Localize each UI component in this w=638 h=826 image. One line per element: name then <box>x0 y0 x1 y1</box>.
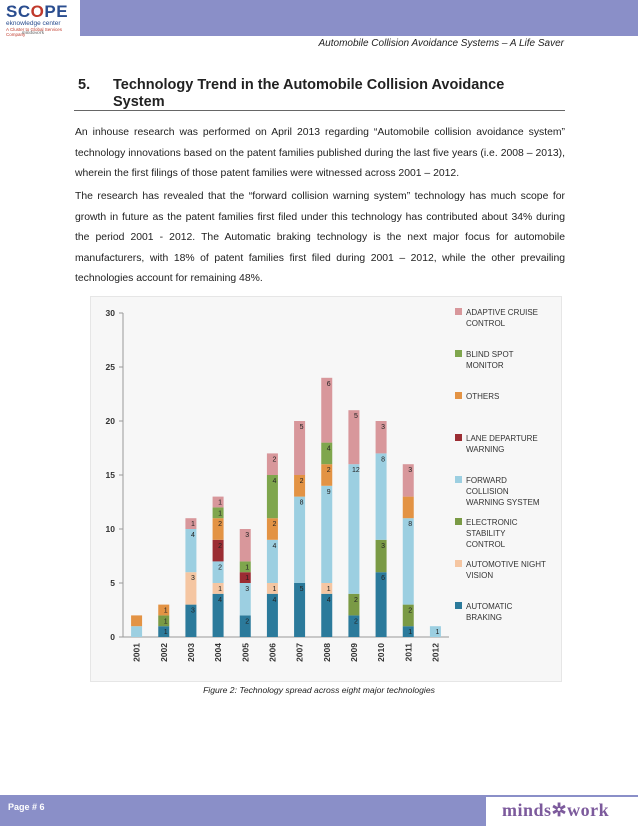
legend-label-electronic-stability-control: ELECTRONIC STABILITY CONTROL <box>466 518 518 549</box>
y-tick-label: 0 <box>110 632 115 642</box>
legend-label-adaptive-cruise-control: ADAPTIVE CRUISE CONTROL <box>466 308 539 328</box>
segment-value-label: 8 <box>381 456 386 464</box>
section-divider <box>74 110 565 111</box>
mindswork-logo-text: minds✲work <box>502 800 610 820</box>
technology-stacked-bar-chart <box>90 296 562 682</box>
x-tick-label: 2003 <box>185 643 196 662</box>
segment-value-label: 3 <box>245 532 250 539</box>
segment-value-label: 4 <box>326 596 331 604</box>
segment-value-label: 3 <box>408 467 413 475</box>
bar-segment-forward-collision-warning-system <box>294 497 305 583</box>
segment-value-label: 3 <box>190 575 195 583</box>
segment-value-label: 2 <box>245 618 250 626</box>
segment-value-label: 3 <box>381 424 386 431</box>
legend-swatch-electronic-stability-control <box>455 518 462 525</box>
segment-value-label: 4 <box>272 478 277 485</box>
segment-value-label: 1 <box>435 629 440 637</box>
x-tick-label: 2011 <box>403 643 414 662</box>
segment-value-label: 2 <box>218 564 223 572</box>
x-tick-label: 2007 <box>294 643 305 662</box>
segment-value-label: 4 <box>218 596 223 604</box>
page-number: Page # 6 <box>8 802 45 812</box>
legend-swatch-automotive-night-vision <box>455 560 462 567</box>
segment-value-label: 1 <box>272 586 277 593</box>
section-title: Technology Trend in the Automobile Collision Avoidance System <box>113 77 505 110</box>
mindswork-logo <box>486 797 638 826</box>
segment-value-label: 2 <box>272 521 277 529</box>
segment-value-label: 1 <box>218 510 223 518</box>
legend-label-lane-departure-warning: LANE DEPARTURE WARNING <box>466 434 538 454</box>
y-tick-label: 20 <box>105 416 115 426</box>
segment-value-label: 1 <box>245 564 250 572</box>
y-tick-label: 10 <box>105 524 115 534</box>
figure-caption: Figure 2: Technology spread across eight major technologies <box>203 685 435 695</box>
scope-logo <box>0 0 80 38</box>
segment-value-label: 1 <box>245 575 250 583</box>
segment-value-label: 3 <box>190 607 195 615</box>
x-tick-label: 2008 <box>321 643 332 662</box>
y-tick-label: 30 <box>105 308 115 318</box>
legend-swatch-automatic-braking <box>455 602 462 609</box>
legend-label-forward-collision-warning-system: FORWARD COLLISION WARNING SYSTEM <box>466 476 540 507</box>
bar-segment-forward-collision-warning-system <box>376 453 387 539</box>
segment-value-label: 4 <box>326 445 331 453</box>
segment-value-label: 8 <box>408 521 413 529</box>
legend-swatch-forward-collision-warning-system <box>455 476 462 483</box>
y-tick-label: 15 <box>105 470 115 480</box>
segment-value-label: 2 <box>353 618 358 626</box>
segment-value-label: 8 <box>299 499 304 507</box>
segment-value-label: 1 <box>326 586 331 593</box>
segment-value-label: 2 <box>299 478 304 485</box>
bar-segment-forward-collision-warning-system <box>348 464 359 594</box>
segment-value-label: 1 <box>163 607 168 615</box>
segment-value-label: 12 <box>352 467 360 475</box>
segment-value-label: 1 <box>163 629 168 637</box>
segment-value-label: 3 <box>245 586 250 593</box>
segment-value-label: 1 <box>408 629 413 637</box>
segment-value-label: 1 <box>218 586 223 593</box>
legend-swatch-lane-departure-warning <box>455 434 462 441</box>
legend-label-blind-spot-monitor: BLIND SPOT MONITOR <box>466 350 514 370</box>
bar-segment-others <box>403 497 414 519</box>
segment-value-label: 6 <box>326 380 331 388</box>
segment-value-label: 1 <box>218 499 223 507</box>
y-tick-label: 5 <box>110 578 115 588</box>
segment-value-label: 5 <box>353 413 358 421</box>
segment-value-label: 2 <box>408 607 413 615</box>
legend-swatch-others <box>455 392 462 399</box>
bar-segment-others <box>131 615 142 626</box>
logo-subtagline: A Cluster to Global Services Company <box>6 27 63 37</box>
bar-segment-forward-collision-warning-system <box>131 626 142 637</box>
segment-value-label: 3 <box>381 542 386 550</box>
segment-value-label: 9 <box>326 488 331 496</box>
legend-label-automatic-braking: AUTOMATIC BRAKING <box>466 602 513 622</box>
header-band <box>0 0 638 36</box>
x-tick-label: 2004 <box>213 643 224 662</box>
segment-value-label: 5 <box>299 424 304 431</box>
segment-value-label: 2 <box>218 542 223 550</box>
segment-value-label: 6 <box>381 575 386 583</box>
chart-svg <box>91 297 561 681</box>
x-tick-label: 2010 <box>376 643 387 662</box>
segment-value-label: 2 <box>353 596 358 604</box>
section-number: 5. <box>78 77 91 93</box>
x-tick-label: 2012 <box>430 643 441 662</box>
x-tick-label: 2002 <box>158 643 169 662</box>
logo-tagline: eknowledge center <box>6 20 61 27</box>
segment-value-label: 2 <box>272 456 277 464</box>
legend-swatch-adaptive-cruise-control <box>455 308 462 315</box>
document-title: Automobile Collision Avoidance Systems – A Life Saver <box>318 38 564 49</box>
x-tick-label: 2006 <box>267 643 278 662</box>
bar-segment-forward-collision-warning-system <box>321 486 332 583</box>
segment-value-label: 1 <box>190 521 195 529</box>
segment-value-label: 5 <box>299 586 304 593</box>
bar-segment-forward-collision-warning-system <box>403 518 414 604</box>
logo-mindsork: mindswork <box>22 31 44 36</box>
x-tick-label: 2005 <box>240 643 251 662</box>
segment-value-label: 4 <box>190 532 195 539</box>
segment-value-label: 1 <box>163 618 168 626</box>
y-tick-label: 25 <box>105 362 115 372</box>
legend-label-others: OTHERS <box>466 392 500 401</box>
segment-value-label: 4 <box>272 542 277 550</box>
paragraph-research-intro: An inhouse research was performed on April 2013 regarding “Automobile collision avoidance system” technology innovations based on the patent families published during the last five years (i.e. 2008 – 2013), wherein the first filings of those patent families were witnessed across 2001 – 2012. <box>75 127 565 179</box>
legend-swatch-blind-spot-monitor <box>455 350 462 357</box>
segment-value-label: 2 <box>218 521 223 529</box>
x-tick-label: 2009 <box>348 643 359 662</box>
logo-brand: SCOPE <box>6 2 69 21</box>
segment-value-label: 4 <box>272 596 277 604</box>
x-tick-label: 2001 <box>131 643 142 662</box>
legend-label-automotive-night-vision: AUTOMOTIVE NIGHT VISION <box>466 560 546 580</box>
segment-value-label: 2 <box>326 467 331 475</box>
paragraph-research-findings: The research has revealed that the “forward collision warning system” technology has much scope for growth in future as the patent families first filed under this technology has contributed about 34% during the period 2001 - 2012. The Automatic braking technology is the next major focus for automobile manufacturers, with 18% of patent families first filed during 2001 – 2012, while the other prevailing technologies account for remaining 48%. <box>75 191 565 284</box>
